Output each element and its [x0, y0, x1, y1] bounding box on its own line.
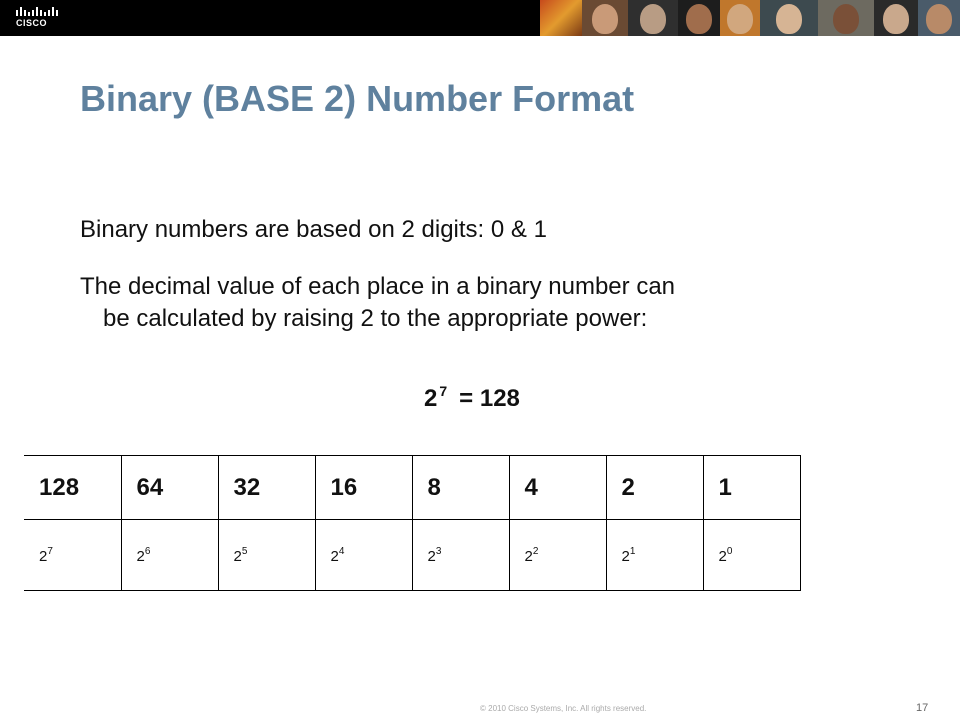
place-value-cell: 1	[703, 456, 800, 520]
header-photo	[540, 0, 582, 36]
power-cell	[606, 520, 703, 591]
power-exponent: 6	[144, 545, 151, 557]
power-exponent: 3	[435, 545, 442, 557]
header-photo-strip	[540, 0, 960, 36]
power-base: 2	[330, 547, 339, 565]
bullet-binary-digits: Binary numbers are based on 2 digits: 0 & 1	[80, 216, 547, 243]
power-base: 2	[718, 547, 727, 565]
formula-base: 2	[424, 385, 438, 412]
power-exponent: 2	[532, 545, 539, 557]
header-photo	[628, 0, 678, 36]
bullet-line-2: be calculated by raising 2 to the appropriate power:	[103, 305, 648, 332]
power-cell	[412, 520, 509, 591]
slide-title: Binary (BASE 2) Number Format	[80, 78, 635, 119]
logo-text: CISCO	[16, 18, 48, 28]
power-exponent: 4	[338, 545, 345, 557]
header-photo	[818, 0, 874, 36]
header-photo	[720, 0, 760, 36]
header-band	[0, 0, 960, 36]
header-photo	[760, 0, 818, 36]
header-photo	[874, 0, 918, 36]
power-row	[24, 520, 800, 591]
power-cell	[24, 520, 121, 591]
power-exponent: 0	[726, 545, 733, 557]
header-photo	[582, 0, 628, 36]
place-value-cell: 64	[121, 456, 218, 520]
bullet-line-1: The decimal value of each place in a binary number can	[80, 273, 676, 300]
power-base: 2	[621, 547, 630, 565]
copyright-footer: © 2010 Cisco Systems, Inc. All rights reserved.	[480, 704, 647, 713]
bullet-decimal-value	[80, 271, 900, 335]
formula-result: = 128	[459, 385, 520, 412]
power-base: 2	[233, 547, 242, 565]
power-formula	[424, 383, 520, 413]
formula-exponent: 7	[439, 383, 448, 399]
power-exponent: 1	[629, 545, 636, 557]
power-cell	[218, 520, 315, 591]
header-photo	[678, 0, 720, 36]
power-base: 2	[427, 547, 436, 565]
power-exponent: 7	[47, 545, 53, 557]
power-cell	[703, 520, 800, 591]
power-base: 2	[524, 547, 533, 565]
binary-place-table	[24, 455, 801, 591]
power-cell	[315, 520, 412, 591]
place-value-row	[24, 456, 800, 520]
place-value-cell: 2	[606, 456, 703, 520]
place-value-cell: 16	[315, 456, 412, 520]
header-photo	[918, 0, 960, 36]
place-value-cell: 128	[24, 456, 121, 520]
place-value-cell: 32	[218, 456, 315, 520]
power-exponent: 5	[241, 545, 248, 557]
power-base: 2	[39, 547, 48, 565]
power-cell	[121, 520, 218, 591]
power-base: 2	[136, 547, 145, 565]
place-value-cell: 8	[412, 456, 509, 520]
place-value-cell: 4	[509, 456, 606, 520]
power-cell	[509, 520, 606, 591]
page-number: 17	[916, 702, 929, 714]
